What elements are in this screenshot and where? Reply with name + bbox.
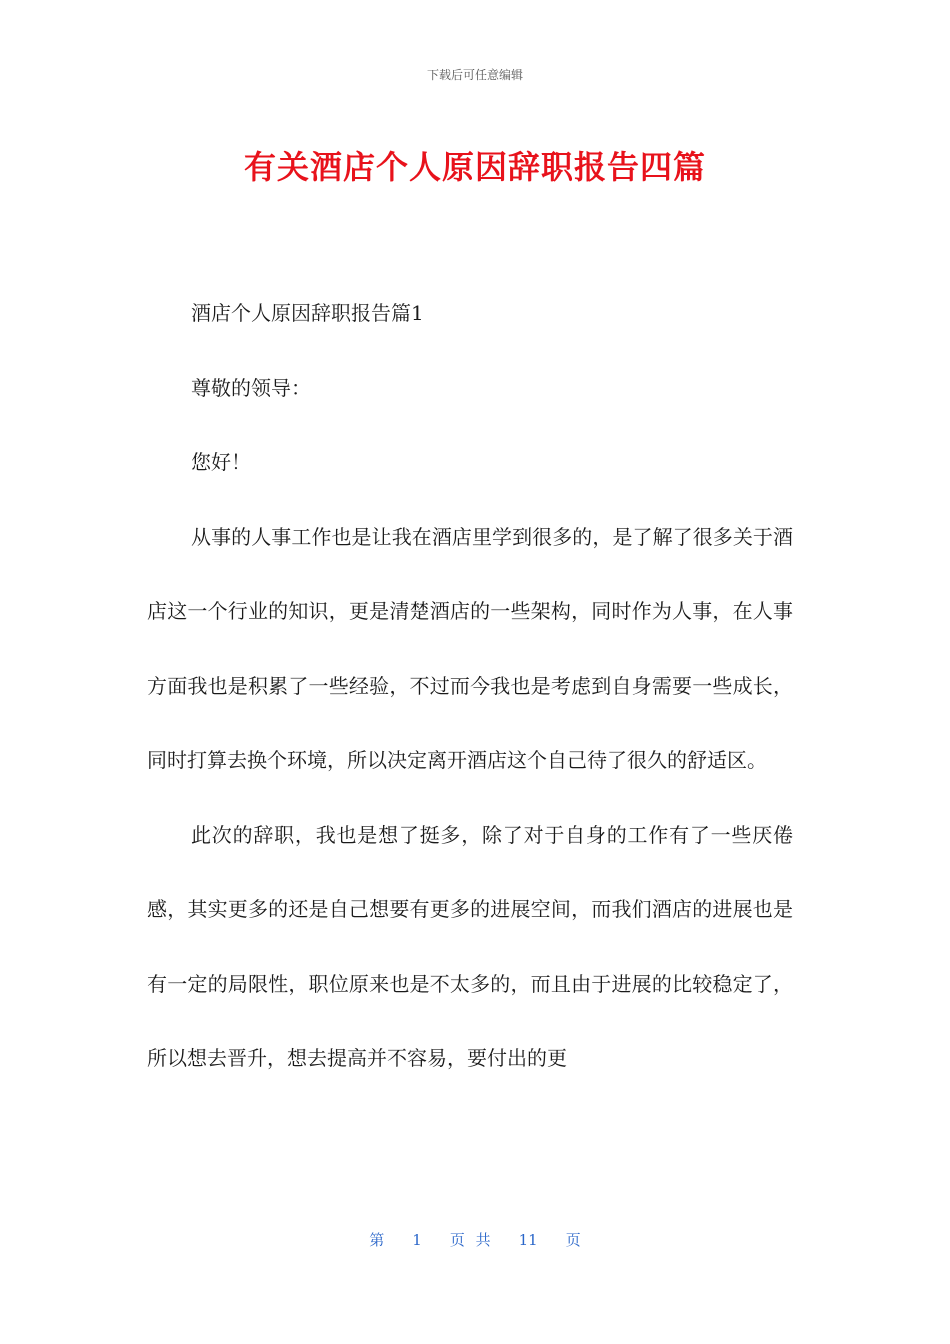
salutation: 尊敬的领导： [191,375,311,400]
document-title: 有关酒店个人原因辞职报告四篇 [243,148,706,186]
footer-suffix: 页 [565,1231,581,1249]
section-heading: 酒店个人原因辞职报告篇1 [191,301,424,325]
body-paragraph: 从事的人事工作也是让我在酒店里学到很多的，是了解了很多关于酒店这一个行业的知识，更是清楚酒店的一些架构，同时作为人事，在人事方面我也是积累了一些经验，不过而今我也是考虑到自身需要一些成长，同时打算去换个环境，所以决定离开酒店这个自己待了很久的舒适区。 [147,524,793,772]
body-paragraph: 此次的辞职，我也是想了挺多，除了对于自身的工作有了一些厌倦感，其实更多的还是自己想要有更多的进展空间，而我们酒店的进展也是有一定的局限性，职位原来也是不太多的，而且由于进展的比较稳定了，所以想去晋升，想去提高并不容易，要付出的更 [147,822,793,1070]
document-body [147,276,793,1096]
footer-mid: 页 共 [449,1231,491,1249]
greeting: 您好！ [191,450,251,474]
header-note: 下载后可任意编辑 [426,68,523,82]
footer-page-total: 11 [518,1231,538,1249]
page-footer [0,1229,950,1250]
footer-page-number: 1 [412,1231,422,1249]
footer-prefix: 第 [369,1231,385,1249]
